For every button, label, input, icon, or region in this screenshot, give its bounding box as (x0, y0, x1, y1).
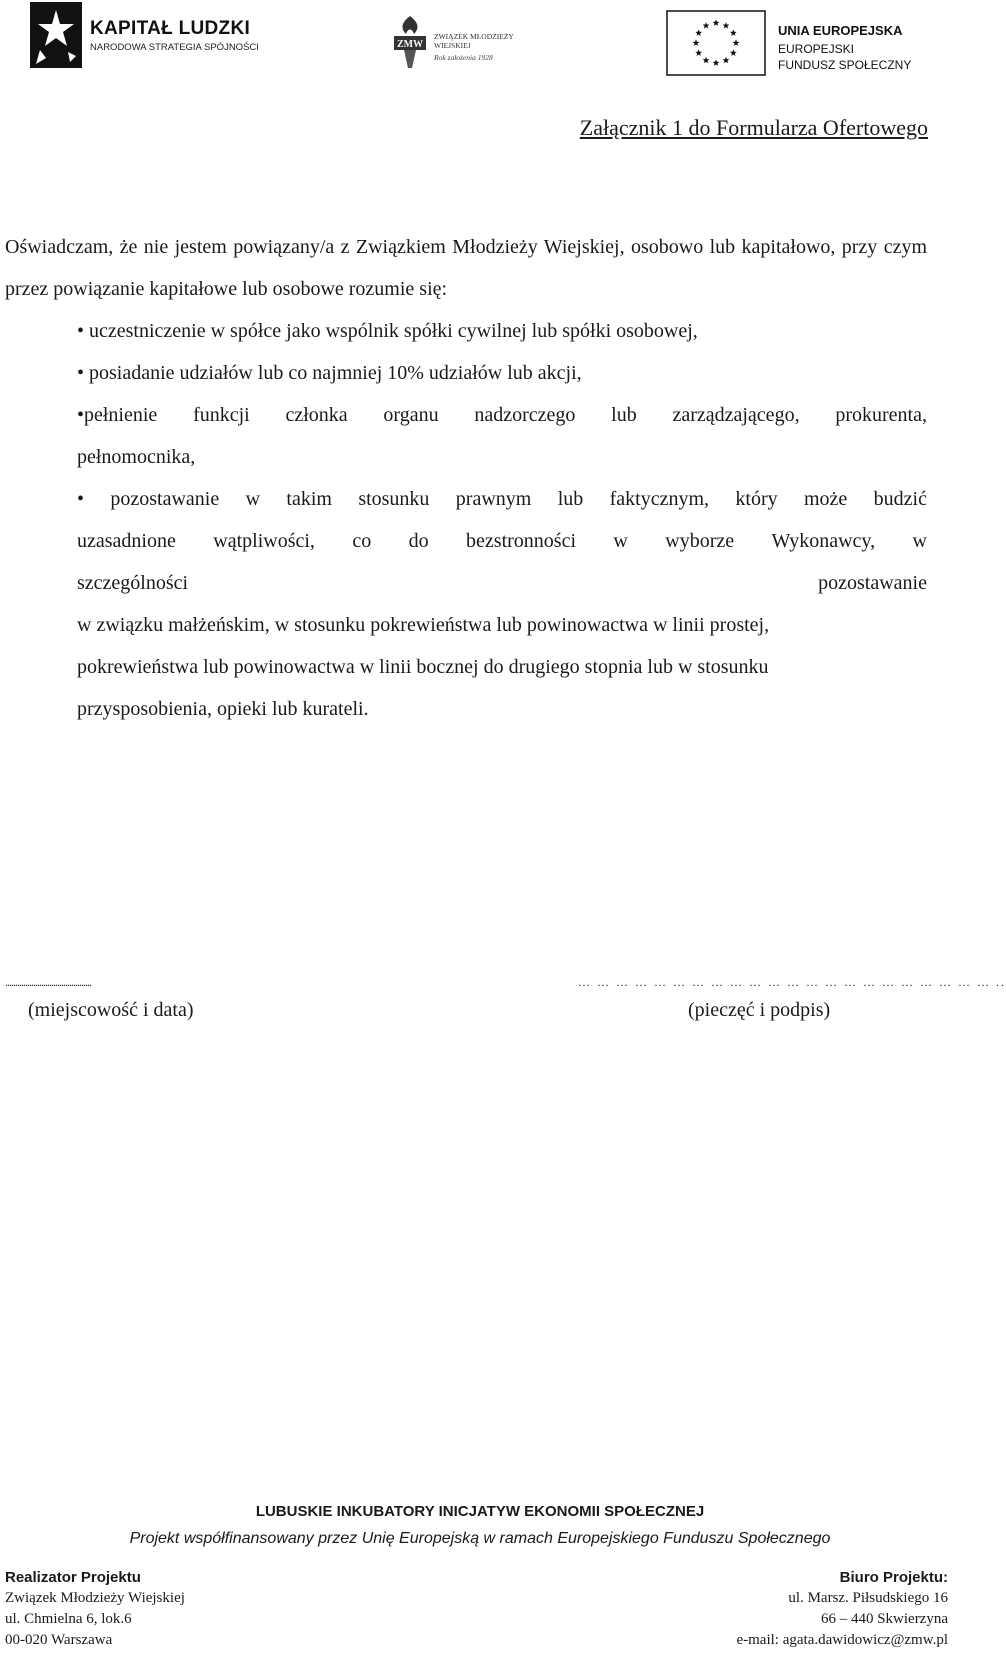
kapital-ludzki-logo (26, 0, 259, 72)
bullet-item-4-line-6: przysposobienia, opieki lub kurateli. (77, 698, 369, 720)
eu-flag-icon (666, 10, 766, 76)
footer-project-title: LUBUSKIE INKUBATORY INICJATYW EKONOMII SPOŁECZNEJ (255, 1503, 705, 1520)
word: prokurenta, (835, 404, 927, 426)
zmw-founded: Rok założenia 1928 (434, 53, 493, 62)
word: wątpliwości, (213, 530, 315, 552)
word: •pełnienie (77, 404, 158, 426)
word: budzić (873, 488, 927, 510)
footer-office-street: ul. Marsz. Piłsudskiego 16 (788, 1590, 948, 1606)
eu-name: UNIA EUROPEJSKA (778, 23, 903, 38)
bullet-item-1: • uczestniczenie w spółce jako wspólnik spółki cywilnej lub spółki osobowej, (77, 320, 698, 342)
word: w (613, 530, 628, 552)
bullet-item-4-line-4: w związku małżeńskim, w stosunku pokrewieństwa lub powinowactwa w linii prostej, (77, 614, 770, 636)
footer-executor-name: Związek Młodzieży Wiejskiej (5, 1590, 185, 1606)
bullet-item-4-line-1 (77, 478, 927, 520)
word: Wykonawcy, (771, 530, 876, 552)
word: stosunku (358, 488, 430, 510)
footer-executor-city: 00-020 Warszawa (5, 1632, 113, 1648)
word: faktycznym, (609, 488, 710, 510)
word: lub (557, 488, 584, 510)
footer-project-office (736, 1567, 948, 1651)
word: pozostawanie (818, 572, 927, 594)
word: organu (383, 404, 439, 426)
word: może (803, 488, 848, 510)
word: zarządzającego, (672, 404, 800, 426)
zmw-name-line2: WIEJSKIEJ (434, 41, 471, 50)
eu-logo (666, 10, 926, 76)
bullet-item-2: • posiadanie udziałów lub co najmniej 10% udziałów lub akcji, (77, 362, 582, 384)
footer-office-heading: Biuro Projektu: (839, 1569, 948, 1586)
zmw-name (434, 32, 514, 50)
word: nadzorczego (474, 404, 576, 426)
footer-executor-heading: Realizator Projektu (5, 1569, 141, 1586)
word: członka (285, 404, 348, 426)
footer-office-city: 66 – 440 Skwierzyna (820, 1611, 948, 1627)
stamp-signature-label: (pieczęć i podpis) (688, 999, 831, 1021)
word: funkcji (193, 404, 250, 426)
bullet-item-3-line-1 (77, 394, 927, 436)
footer-office-email[interactable]: e-mail: agata.dawidowicz@zmw.pl (736, 1632, 948, 1648)
stamp-signature-dotted-line: … … … … … … … … … … … … … … … … … … … … … … .. (578, 975, 1006, 989)
word: do (408, 530, 429, 552)
word: szczególności (77, 572, 189, 594)
word: prawnym (455, 488, 532, 510)
footer-executor-street: ul. Chmielna 6, lok.6 (5, 1611, 132, 1627)
bullet-item-3-line-2: pełnomocnika, (77, 446, 196, 468)
bullet-item-4-line-3 (77, 562, 927, 604)
zmw-emblem-text: ZMW (396, 39, 424, 50)
zmw-logo (390, 14, 540, 70)
word: wyborze (665, 530, 735, 552)
word: pozostawanie (110, 488, 220, 510)
kapital-ludzki-name: KAPITAŁ LUDZKI (90, 18, 251, 39)
zmw-torch-icon (390, 14, 430, 70)
eu-fund-line1: EUROPEJSKI (778, 42, 855, 56)
place-date-dotted-line: ........................................... (5, 975, 91, 989)
word: takim (286, 488, 332, 510)
word: lub (611, 404, 637, 426)
word: uzasadnione (77, 530, 176, 552)
word: w (245, 488, 261, 510)
word: co (352, 530, 372, 552)
eu-fund (778, 41, 911, 73)
footer-project-executor (5, 1567, 185, 1651)
place-date-label: (miejscowość i data) (28, 999, 194, 1021)
word: który (735, 488, 778, 510)
bullet-item-4-line-5: pokrewieństwa lub powinowactwa w linii bocznej do drugiego stopnia lub w stosunku (77, 656, 769, 678)
footer-cofinancing-note: Projekt współfinansowany przez Unię Europejską w ramach Europejskiego Funduszu Społecznego (129, 1530, 831, 1547)
bullet-item-4-line-2 (77, 520, 927, 562)
word: • (77, 488, 85, 510)
word: bezstronności (466, 530, 577, 552)
word: w (912, 530, 927, 552)
eu-fund-line2: FUNDUSZ SPOŁECZNY (778, 58, 912, 72)
declaration-intro: Oświadczam, że nie jestem powiązany/a z Związkiem Młodzieży Wiejskiej, osobowo lub kapitałowo, przy czym przez powiązanie kapitałowe lub osobowe rozumie się: (5, 236, 927, 300)
attachment-title: Załącznik 1 do Formularza Ofertowego (579, 115, 928, 140)
kapital-ludzki-emblem-icon (26, 0, 86, 72)
kapital-ludzki-subtitle: NARODOWA STRATEGIA SPÓJNOŚCI (90, 42, 259, 53)
zmw-name-line1: ZWIĄZEK MŁODZIEŻY (434, 32, 514, 41)
